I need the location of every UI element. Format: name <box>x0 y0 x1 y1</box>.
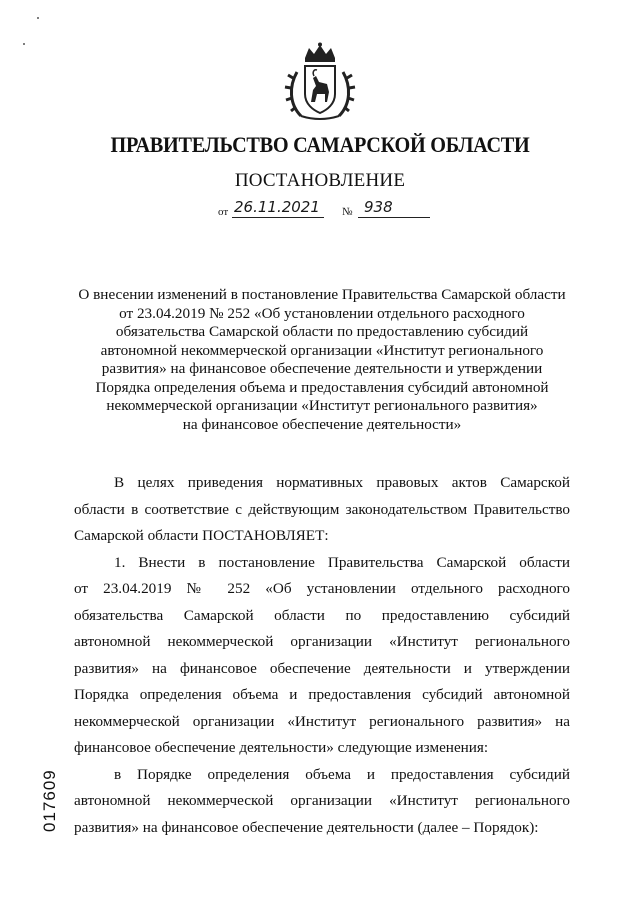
subject-line: О внесении изменений в постановление Правительства Самарской области <box>78 286 566 303</box>
coat-of-arms-icon <box>283 42 357 122</box>
item1-line: Порядка определения объема и предоставления субсидий автономной <box>74 686 570 703</box>
item1-line: от 23.04.2019 № 252 «Об установлении отдельного расходного <box>74 580 570 597</box>
number-value: 938 <box>364 198 393 216</box>
scan-speck <box>37 17 39 19</box>
preamble-line: В целях приведения нормативных правовых актов Самарской <box>114 474 570 491</box>
subitem-line: в Порядке определения объема и предоставления субсидий <box>114 765 570 783</box>
item1-line: развития» на финансовое обеспечение деятельности и утверждении <box>74 659 570 677</box>
preamble-line: Самарской области ПОСТАНОВЛЯЕТ: <box>74 527 329 544</box>
item1-line: 1. Внести в постановление Правительства Самарской области <box>114 553 570 571</box>
preamble-line: области в соответствие с действующим законодательством Правительство <box>74 500 570 518</box>
subject-line: автономной некоммерческой организации «Институт регионального <box>100 341 544 359</box>
side-serial-number: 017609 <box>40 769 59 832</box>
date-number-line <box>218 198 438 222</box>
date-prefix: от <box>218 206 229 218</box>
number-prefix: № <box>342 206 353 218</box>
document-body <box>74 470 570 841</box>
date-underline <box>232 217 324 218</box>
number-underline <box>358 217 430 218</box>
subject-line: на финансовое обеспечение деятельности» <box>182 415 462 433</box>
government-title: ПРАВИТЕЛЬСТВО САМАРСКОЙ ОБЛАСТИ <box>110 132 530 157</box>
item1-line: автономной некоммерческой организации «Институт регионального <box>74 633 570 650</box>
item1-line: финансовое обеспечение деятельности» следующие изменения: <box>74 739 489 756</box>
subject-line: от 23.04.2019 № 252 «Об установлении отдельного расходного <box>119 304 525 322</box>
subitem-line: развития» на финансовое обеспечение деятельности (далее – Порядок): <box>74 818 539 836</box>
scan-speck <box>23 43 25 45</box>
subject-line: Порядка определения объема и предоставления субсидий автономной <box>95 378 549 396</box>
subject-line: развития» на финансовое обеспечение деятельности и утверждении <box>101 360 543 377</box>
subject-line: некоммерческой организации «Институт регионального развития» <box>106 397 538 414</box>
item1-line: некоммерческой организации «Институт регионального развития» на <box>74 712 570 730</box>
date-value: 26.11.2021 <box>234 198 320 216</box>
document-type: ПОСТАНОВЛЕНИЕ <box>234 170 406 191</box>
document-subject <box>74 286 570 434</box>
subject-line: обязательства Самарской области по предоставлению субсидий <box>115 323 529 340</box>
item1-line: обязательства Самарской области по предоставлению субсидий <box>74 606 570 624</box>
subitem-line: автономной некоммерческой организации «Институт регионального <box>74 792 570 809</box>
